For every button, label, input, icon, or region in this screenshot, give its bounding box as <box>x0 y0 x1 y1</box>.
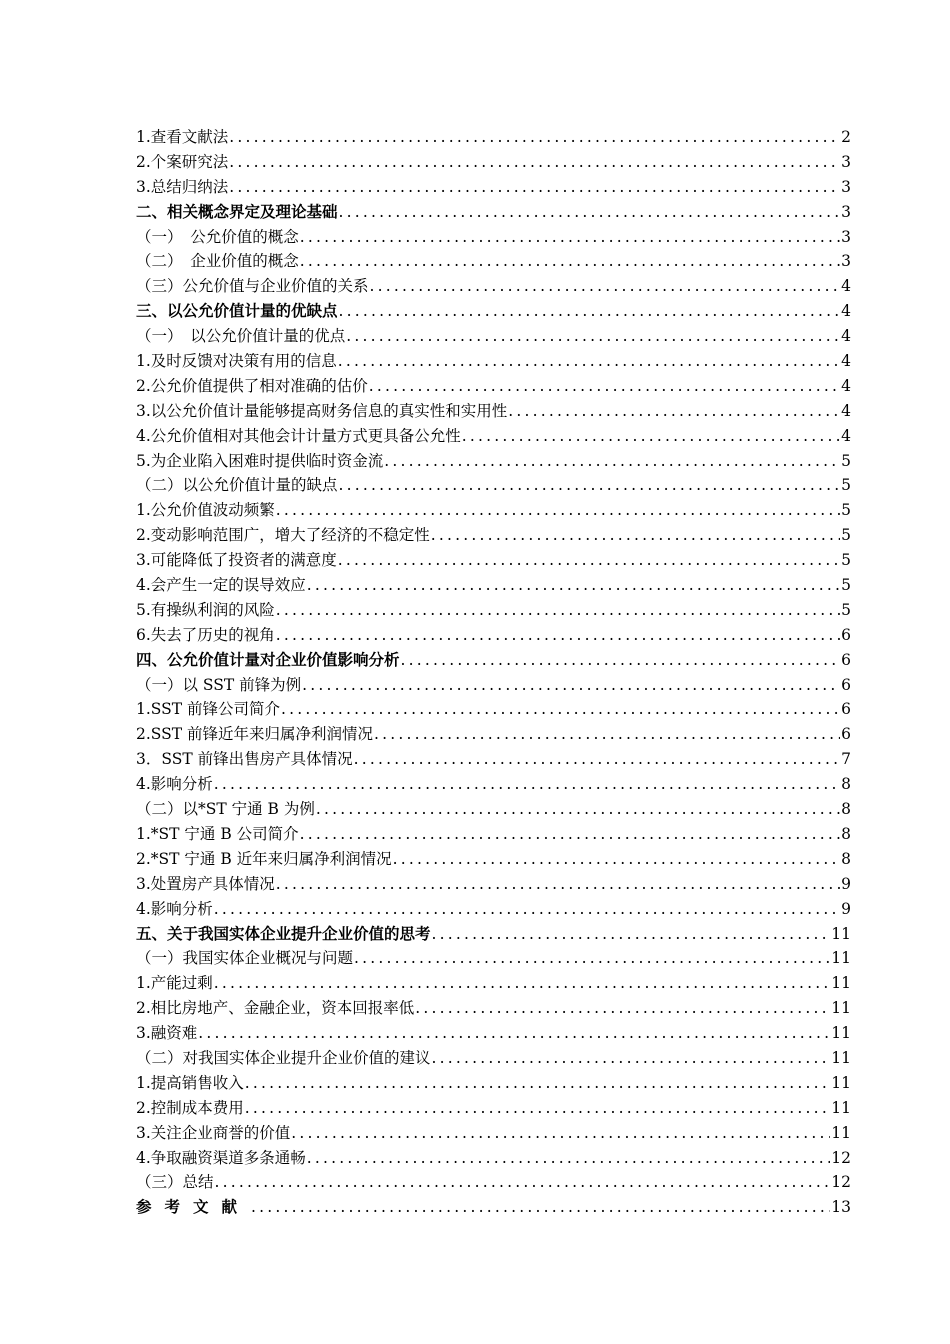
toc-entry[interactable] <box>136 349 851 374</box>
toc-entry[interactable] <box>136 996 851 1021</box>
toc-entry[interactable] <box>136 125 851 150</box>
toc-entry[interactable] <box>136 797 851 822</box>
toc-entry-label: 三、以公允价值计量的优缺点 <box>136 302 338 321</box>
toc-entry-page-number: 2 <box>841 128 851 146</box>
toc-entry[interactable] <box>136 473 851 498</box>
toc-entry-label: 4.公允价值相对其他会计计量方式更具备公允性 <box>136 426 461 445</box>
toc-entry-label: （一） 以公允价值计量的优点 <box>136 327 346 346</box>
toc-dot-leader <box>276 623 840 648</box>
toc-entry-label: 1.查看文献法 <box>136 128 229 146</box>
toc-entry-page-number: 3 <box>841 252 851 271</box>
toc-dot-leader <box>300 249 840 274</box>
toc-entry-label: 3.融资难 <box>136 1024 198 1043</box>
toc-entry[interactable] <box>136 324 851 349</box>
toc-entry-page-number: 4 <box>841 352 851 371</box>
toc-entry-page-number: 11 <box>831 1048 851 1067</box>
toc-dot-leader <box>354 946 830 971</box>
toc-entry-page-number: 5 <box>841 451 851 470</box>
toc-dot-leader <box>369 374 840 399</box>
toc-entry[interactable] <box>136 847 851 872</box>
toc-dot-leader <box>307 573 840 598</box>
toc-entry-page-number: 3 <box>841 227 851 246</box>
toc-entry-page-number: 8 <box>841 800 851 819</box>
toc-dot-leader <box>307 1146 830 1171</box>
toc-entry-label: （三）公允价值与企业价值的关系 <box>136 277 369 296</box>
toc-entry[interactable] <box>136 971 851 996</box>
toc-entry-page-number: 11 <box>831 974 851 993</box>
toc-dot-leader <box>300 225 840 250</box>
toc-dot-leader <box>215 1170 831 1195</box>
toc-entry[interactable] <box>136 922 851 947</box>
toc-entry[interactable] <box>136 1071 851 1096</box>
toc-dot-leader <box>281 697 840 722</box>
toc-entry-page-number: 8 <box>841 824 851 843</box>
toc-entry[interactable] <box>136 200 851 225</box>
toc-entry-label: 3.处置房产具体情况 <box>136 874 275 893</box>
toc-dot-leader <box>431 523 840 548</box>
toc-entry-label: （二）对我国实体企业提升企业价值的建议 <box>136 1048 431 1067</box>
toc-entry-label: 参考文献 <box>136 1198 251 1217</box>
toc-dot-leader <box>339 299 841 324</box>
toc-entry-label: 2.SST 前锋近年来归属净利润情况 <box>136 725 374 744</box>
toc-entry[interactable] <box>136 1096 851 1121</box>
toc-dot-leader <box>214 971 830 996</box>
toc-dot-leader <box>462 424 840 449</box>
toc-entry-page-number: 6 <box>841 700 851 719</box>
toc-entry[interactable] <box>136 374 851 399</box>
toc-entry-label: 二、相关概念界定及理论基础 <box>136 202 338 221</box>
toc-dot-leader <box>214 897 840 922</box>
toc-entry-page-number: 6 <box>841 625 851 644</box>
toc-entry[interactable] <box>136 673 851 698</box>
toc-entry-page-number: 11 <box>831 1073 851 1092</box>
toc-entry[interactable] <box>136 623 851 648</box>
toc-entry[interactable] <box>136 747 851 772</box>
toc-entry-page-number: 7 <box>841 750 851 769</box>
toc-entry-page-number: 5 <box>841 600 851 619</box>
toc-entry-page-number: 5 <box>841 476 851 495</box>
toc-entry[interactable] <box>136 249 851 274</box>
toc-dot-leader <box>214 772 840 797</box>
toc-entry-page-number: 13 <box>831 1198 851 1217</box>
toc-dot-leader <box>370 274 841 299</box>
toc-entry-label: 4.争取融资渠道多条通畅 <box>136 1148 306 1167</box>
toc-entry[interactable] <box>136 225 851 250</box>
toc-entry-page-number: 5 <box>841 526 851 545</box>
toc-entry[interactable] <box>136 449 851 474</box>
toc-entry-page-number: 4 <box>841 426 851 445</box>
toc-entry[interactable] <box>136 1146 851 1171</box>
toc-entry-page-number: 9 <box>841 874 851 893</box>
toc-entry-page-number: 3 <box>841 202 851 221</box>
toc-dot-leader <box>229 175 840 200</box>
toc-entry-label: 5.为企业陷入困难时提供临时资金流 <box>136 451 384 470</box>
toc-entry-label: 4.影响分析 <box>136 899 213 918</box>
toc-dot-leader <box>393 847 840 872</box>
toc-dot-leader <box>338 548 840 573</box>
toc-entry-label: 2.相比房地产、金融企业，资本回报率低 <box>136 999 415 1018</box>
toc-entry[interactable] <box>136 1021 851 1046</box>
toc-entry-page-number: 4 <box>841 302 851 321</box>
toc-dot-leader <box>245 1096 830 1121</box>
toc-dot-leader <box>316 797 840 822</box>
toc-entry-label: （一）以 SST 前锋为例 <box>136 675 302 694</box>
toc-entry-label: 3．SST 前锋出售房产具体情况 <box>136 750 353 769</box>
toc-dot-leader <box>401 648 841 673</box>
toc-entry-page-number: 11 <box>831 999 851 1018</box>
toc-dot-leader <box>276 498 840 523</box>
toc-entry-label: 四、公允价值计量对企业价值影响分析 <box>136 650 400 669</box>
toc-dot-leader <box>251 1195 830 1220</box>
toc-dot-leader <box>339 473 841 498</box>
toc-entry-page-number: 6 <box>841 650 851 669</box>
toc-entry-label: 3.总结归纳法 <box>136 177 229 196</box>
toc-entry-page-number: 9 <box>841 899 851 918</box>
toc-entry-label: 2.*ST 宁通 B 近年来归属净利润情况 <box>136 849 392 868</box>
toc-entry-label: 5.有操纵利润的风险 <box>136 600 275 619</box>
toc-dot-leader <box>384 449 840 474</box>
toc-dot-leader <box>229 125 840 150</box>
toc-entry[interactable] <box>136 872 851 897</box>
toc-entry[interactable] <box>136 722 851 747</box>
toc-dot-leader <box>374 722 840 747</box>
toc-entry[interactable] <box>136 1170 851 1195</box>
toc-entry-page-number: 3 <box>841 152 851 171</box>
toc-entry[interactable] <box>136 772 851 797</box>
toc-entry-label: 1.及时反馈对决策有用的信息 <box>136 352 337 371</box>
toc-entry-label: 4.影响分析 <box>136 775 213 794</box>
toc-entry-label: （一）我国实体企业概况与问题 <box>136 949 354 968</box>
table-of-contents <box>136 125 851 1220</box>
toc-entry-label: 6.失去了历史的视角 <box>136 625 275 644</box>
toc-entry-label: 3.以公允价值计量能够提高财务信息的真实性和实用性 <box>136 401 508 420</box>
toc-entry-page-number: 6 <box>841 725 851 744</box>
toc-entry-label: 1.提高销售收入 <box>136 1073 244 1092</box>
toc-entry-label: 2.公允价值提供了相对准确的估价 <box>136 376 368 395</box>
toc-entry-label: 2.个案研究法 <box>136 152 229 171</box>
toc-entry-page-number: 11 <box>831 1123 851 1142</box>
toc-entry-page-number: 6 <box>841 675 851 694</box>
toc-dot-leader <box>432 922 831 947</box>
toc-dot-leader <box>346 324 840 349</box>
toc-entry-label: 4.会产生一定的误导效应 <box>136 576 306 595</box>
toc-entry-label: 五、关于我国实体企业提升企业价值的思考 <box>136 924 431 943</box>
toc-entry-page-number: 5 <box>841 551 851 570</box>
toc-entry[interactable] <box>136 175 851 200</box>
toc-entry-page-number: 5 <box>841 576 851 595</box>
toc-entry-page-number: 12 <box>831 1148 851 1167</box>
toc-entry[interactable] <box>136 399 851 424</box>
toc-entry[interactable] <box>136 1046 851 1071</box>
toc-dot-leader <box>302 673 840 698</box>
toc-entry-label: 1.*ST 宁通 B 公司简介 <box>136 824 299 843</box>
toc-entry[interactable] <box>136 150 851 175</box>
toc-entry-label: （三）总结 <box>136 1173 214 1192</box>
toc-entry-page-number: 4 <box>841 376 851 395</box>
toc-entry[interactable] <box>136 946 851 971</box>
toc-entry-label: （二）以*ST 宁通 B 为例 <box>136 800 315 819</box>
toc-entry[interactable] <box>136 498 851 523</box>
toc-entry-label: （一） 公允价值的概念 <box>136 227 299 246</box>
toc-entry[interactable] <box>136 897 851 922</box>
toc-entry-page-number: 11 <box>831 1024 851 1043</box>
toc-entry[interactable] <box>136 274 851 299</box>
toc-entry-label: 2.控制成本费用 <box>136 1098 244 1117</box>
toc-entry[interactable] <box>136 648 851 673</box>
toc-entry-label: （二） 企业价值的概念 <box>136 252 299 271</box>
toc-entry-page-number: 4 <box>841 327 851 346</box>
toc-dot-leader <box>354 747 841 772</box>
toc-entry[interactable] <box>136 573 851 598</box>
toc-entry-page-number: 11 <box>831 924 851 943</box>
toc-entry-page-number: 4 <box>841 277 851 296</box>
toc-dot-leader <box>415 996 830 1021</box>
toc-dot-leader <box>229 150 840 175</box>
toc-entry-label: 2.变动影响范围广，增大了经济的不稳定性 <box>136 526 430 545</box>
toc-entry-page-number: 5 <box>841 501 851 520</box>
toc-dot-leader <box>245 1071 830 1096</box>
toc-entry-label: 1.SST 前锋公司简介 <box>136 700 281 719</box>
toc-entry[interactable] <box>136 598 851 623</box>
toc-entry-page-number: 11 <box>831 949 851 968</box>
toc-dot-leader <box>291 1121 830 1146</box>
toc-dot-leader <box>339 200 841 225</box>
toc-entry-label: 1.产能过剩 <box>136 974 213 993</box>
toc-entry-label: 3.关注企业商誉的价值 <box>136 1123 291 1142</box>
toc-entry-page-number: 3 <box>841 177 851 196</box>
toc-dot-leader <box>338 349 840 374</box>
toc-entry[interactable] <box>136 1195 851 1220</box>
toc-entry-page-number: 8 <box>841 775 851 794</box>
toc-entry-label: 1.公允价值波动频繁 <box>136 501 275 520</box>
toc-entry-label: 3.可能降低了投资者的满意度 <box>136 551 337 570</box>
toc-entry[interactable] <box>136 523 851 548</box>
toc-entry[interactable] <box>136 548 851 573</box>
toc-dot-leader <box>300 822 840 847</box>
toc-entry[interactable] <box>136 299 851 324</box>
toc-dot-leader <box>276 598 840 623</box>
toc-dot-leader <box>198 1021 830 1046</box>
toc-entry-page-number: 12 <box>831 1173 851 1192</box>
toc-dot-leader <box>276 872 840 897</box>
toc-dot-leader <box>508 399 840 424</box>
toc-entry[interactable] <box>136 822 851 847</box>
toc-entry-page-number: 11 <box>831 1098 851 1117</box>
toc-dot-leader <box>432 1046 831 1071</box>
toc-entry[interactable] <box>136 1121 851 1146</box>
toc-entry[interactable] <box>136 697 851 722</box>
toc-entry-page-number: 8 <box>841 849 851 868</box>
toc-entry-label: （二）以公允价值计量的缺点 <box>136 476 338 495</box>
toc-entry[interactable] <box>136 424 851 449</box>
toc-entry-page-number: 4 <box>841 401 851 420</box>
